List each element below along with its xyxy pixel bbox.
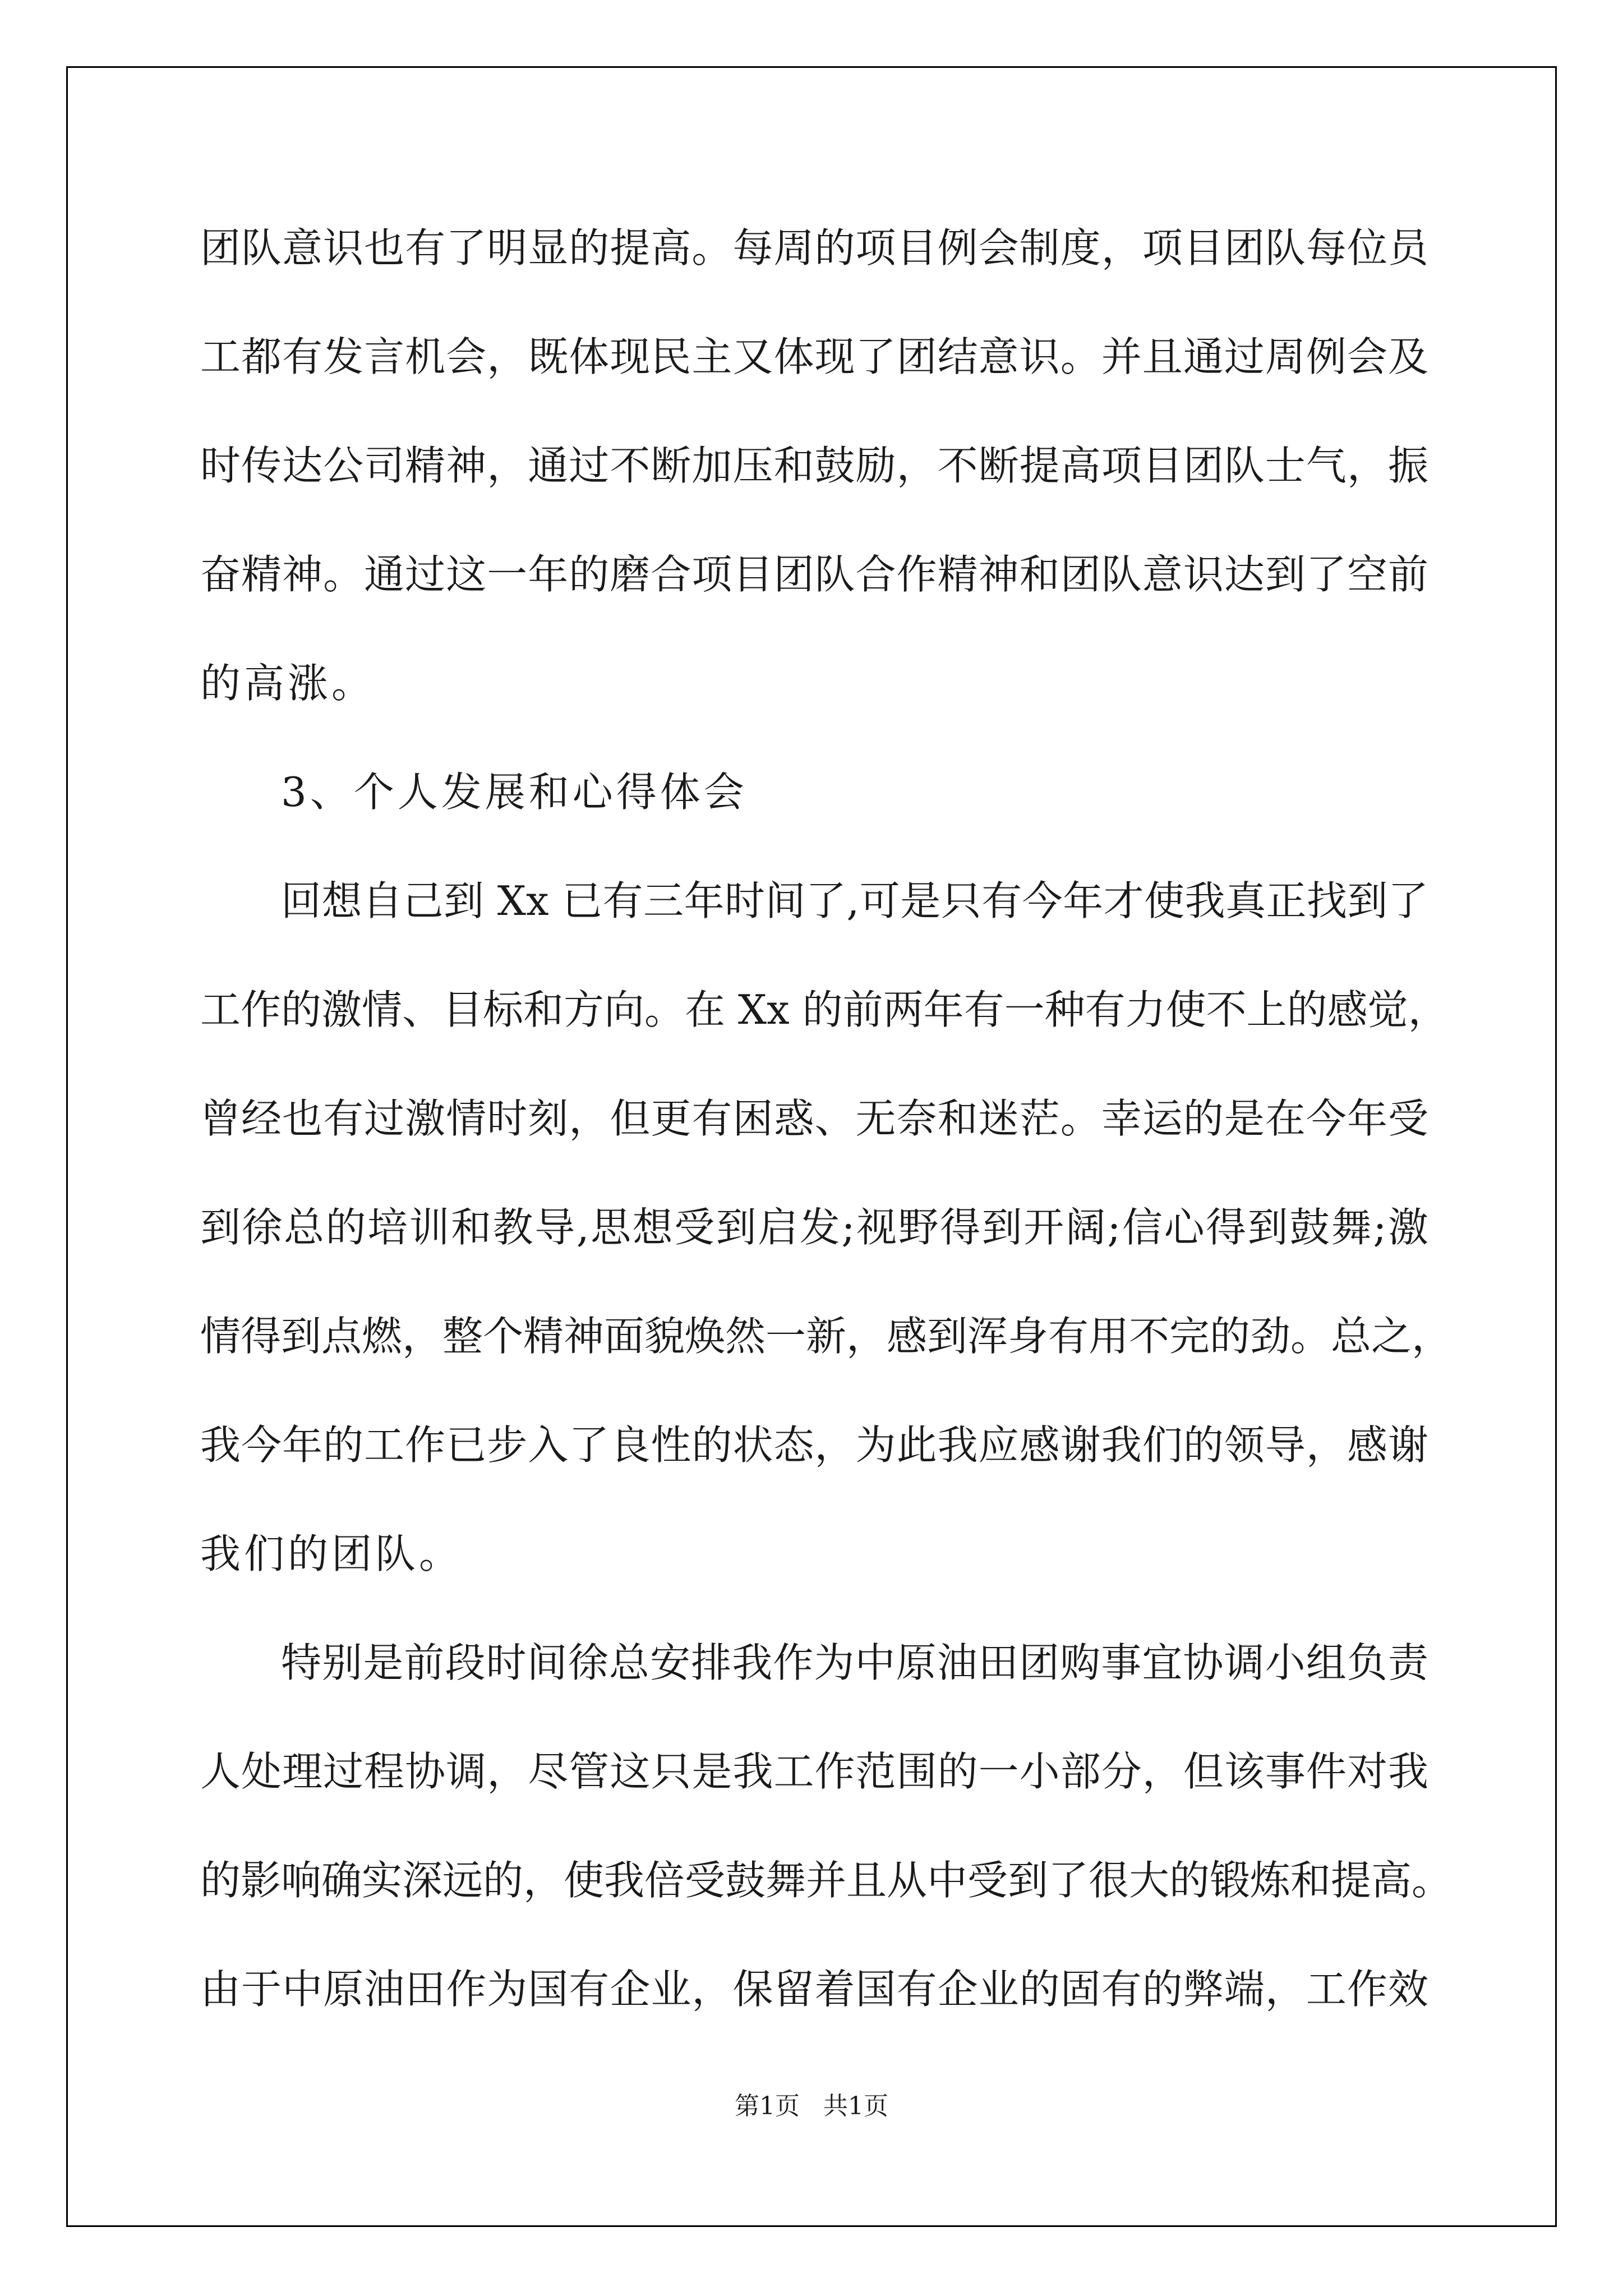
text-line: 情得到点燃，整个精神面貌焕然一新，感到浑身有用不完的劲。总之， <box>200 1313 1453 1360</box>
text-line: 到徐总的培训和教导,思想受到启发;视野得到开阔;信心得到鼓舞;激 <box>200 1204 1428 1251</box>
text-line: 曾经也有过激情时刻，但更有困惑、无奈和迷茫。幸运的是在今年受 <box>200 1095 1428 1142</box>
section-heading: 3、个人发展和心得体会 <box>281 769 748 816</box>
text-line: 工都有发言机会，既体现民主又体现了团结意识。并且通过周例会及 <box>200 333 1428 380</box>
text-line: 特别是前段时间徐总安排我作为中原油田团购事宜协调小组负责 <box>281 1639 1428 1686</box>
text-line: 人处理过程协调，尽管这只是我工作范围的一小部分，但该事件对我 <box>200 1748 1428 1795</box>
text-line: 由于中原油田作为国有企业，保留着国有企业的固有的弊端，工作效 <box>200 1966 1428 2013</box>
text-line: 的高涨。 <box>200 660 376 707</box>
text-line: 我们的团队。 <box>200 1530 463 1577</box>
text-line: 回想自己到 Xx 已有三年时间了,可是只有今年才使我真正找到了 <box>281 877 1428 924</box>
text-line: 工作的激情、目标和方向。在 Xx 的前两年有一种有力使不上的感觉， <box>200 986 1449 1033</box>
text-line: 奋精神。通过这一年的磨合项目团队合作精神和团队意识达到了空前 <box>200 551 1428 598</box>
text-line: 我今年的工作已步入了良性的状态，为此我应感谢我们的领导，感谢 <box>200 1421 1428 1469</box>
page-footer: 第1页 共1页 <box>735 2092 888 2120</box>
text-line: 团队意识也有了明显的提高。每周的项目例会制度，项目团队每位员 <box>200 224 1428 272</box>
text-line: 的影响确实深远的，使我倍受鼓舞并且从中受到了很大的锻炼和提高。 <box>200 1857 1453 1904</box>
text-line: 时传达公司精神，通过不断加压和鼓励，不断提高项目团队士气，振 <box>200 442 1428 489</box>
